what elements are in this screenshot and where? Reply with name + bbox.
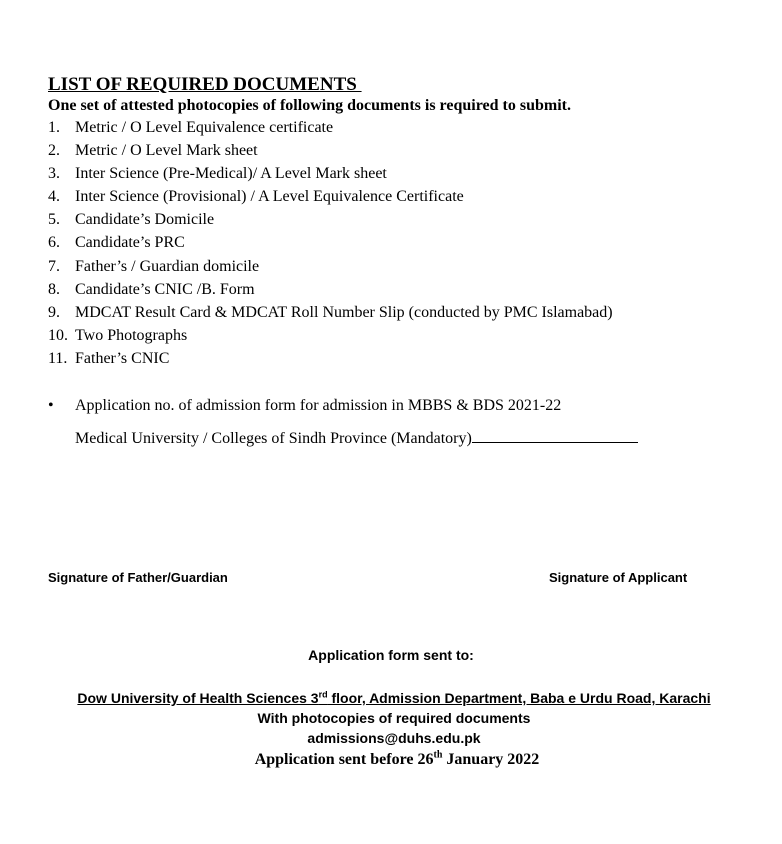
address-part-2: floor, Admission Department, Baba e Urdu Road, Karachi bbox=[327, 690, 711, 706]
item-text: Inter Science (Pre-Medical)/ A Level Mark sheet bbox=[75, 165, 387, 183]
item-text: Two Photographs bbox=[75, 326, 188, 344]
bullet-icon: • bbox=[48, 397, 54, 414]
item-text: Candidate’s CNIC /B. Form bbox=[75, 280, 255, 298]
sent-to-heading: Application form sent to: bbox=[308, 647, 474, 663]
list-item bbox=[48, 185, 613, 208]
deadline-part-2: January 2022 bbox=[442, 751, 540, 768]
application-deadline bbox=[0, 751, 782, 769]
item-text: Candidate’s Domicile bbox=[75, 211, 215, 229]
item-number: 11. bbox=[48, 349, 68, 367]
contact-email[interactable]: admissions@duhs.edu.pk bbox=[307, 730, 481, 746]
photocopies-note: With photocopies of required documents bbox=[257, 710, 531, 726]
mailing-address bbox=[0, 688, 782, 708]
item-number: 1. bbox=[48, 119, 60, 136]
address-block bbox=[0, 688, 782, 748]
address-superscript: rd bbox=[318, 689, 328, 700]
father-guardian-signature-label: Signature of Father/Guardian bbox=[48, 570, 228, 585]
item-number: 6. bbox=[48, 234, 60, 252]
item-number: 7. bbox=[48, 257, 60, 275]
item-number: 4. bbox=[48, 188, 60, 206]
list-item bbox=[48, 278, 613, 301]
deadline-part-1: Application sent before 26 bbox=[254, 751, 434, 768]
item-number: 9. bbox=[48, 303, 60, 321]
application-number-blank[interactable] bbox=[472, 426, 638, 443]
list-item bbox=[48, 139, 613, 162]
item-text: Father’s CNIC bbox=[75, 349, 170, 367]
application-note-line-2-wrap bbox=[75, 426, 638, 449]
address-part-1: Dow University of Health Sciences 3 bbox=[77, 690, 319, 706]
list-item bbox=[48, 231, 613, 254]
list-item bbox=[48, 301, 613, 324]
list-item bbox=[48, 162, 613, 185]
item-number: 5. bbox=[48, 211, 60, 229]
required-documents-list bbox=[48, 116, 613, 370]
list-item bbox=[48, 255, 613, 278]
item-text: MDCAT Result Card & MDCAT Roll Number Slip (conducted by PMC Islamabad) bbox=[75, 303, 613, 321]
item-number: 10. bbox=[48, 326, 68, 344]
item-text: Metric / O Level Equivalence certificate bbox=[75, 119, 334, 136]
list-item bbox=[48, 208, 613, 231]
deadline-superscript: th bbox=[433, 749, 443, 761]
item-text: Inter Science (Provisional) / A Level Equivalence Certificate bbox=[75, 188, 464, 206]
page-subtitle: One set of attested photocopies of following documents is required to submit. bbox=[48, 97, 571, 114]
list-item bbox=[48, 324, 613, 347]
item-text: Father’s / Guardian domicile bbox=[75, 257, 260, 275]
applicant-signature-label: Signature of Applicant bbox=[549, 570, 688, 585]
application-note-line-2: Medical University / Colleges of Sindh Province (Mandatory) bbox=[75, 430, 472, 447]
list-item bbox=[48, 116, 613, 139]
item-number: 8. bbox=[48, 280, 60, 298]
item-text: Candidate’s PRC bbox=[75, 234, 185, 252]
application-note-line-1: Application no. of admission form for admission in MBBS & BDS 2021-22 bbox=[75, 397, 562, 414]
page-title: LIST OF REQUIRED DOCUMENTS bbox=[48, 74, 362, 95]
list-item bbox=[48, 347, 613, 370]
item-number: 2. bbox=[48, 142, 60, 160]
item-number: 3. bbox=[48, 165, 60, 183]
item-text: Metric / O Level Mark sheet bbox=[75, 142, 258, 160]
